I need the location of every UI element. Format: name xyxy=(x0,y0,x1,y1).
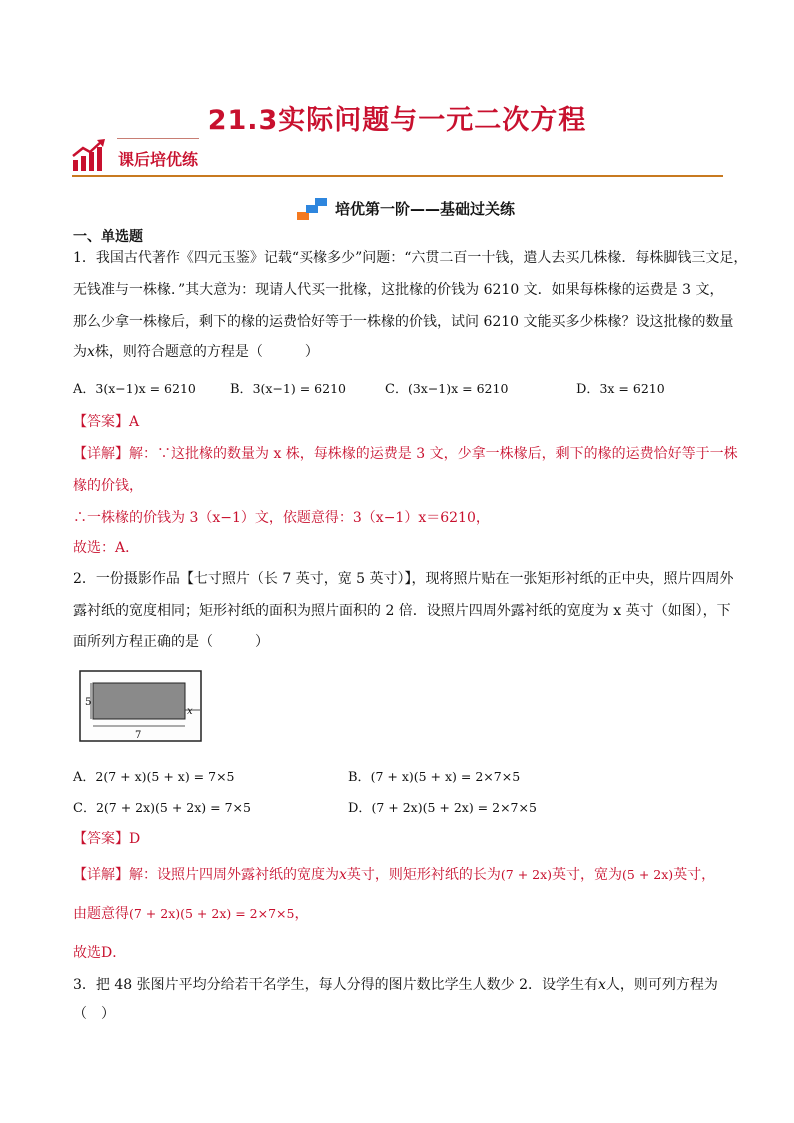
q2-choose: 故选D． xyxy=(73,945,127,961)
q1-option-a: A．3(x−1)x = 6210 xyxy=(73,381,196,397)
photo-mat-figure xyxy=(79,670,202,742)
q1-line2: 无钱准与一株椽．”其大意为：现请人代买一批椽，这批椽的价钱为 6210 文．如果每株椽的运费是 3 文， xyxy=(73,282,724,298)
stage-heading xyxy=(0,196,794,224)
figure-margin-label: x xyxy=(187,706,193,717)
section-title: 一、单选题 xyxy=(73,229,143,245)
q1-option-d: D．3x = 6210 xyxy=(576,381,665,397)
q1-option-b: B．3(x−1) = 6210 xyxy=(230,381,346,397)
q3-line2: （ ） xyxy=(73,1006,115,1022)
q1-detail-line3: ∴一株椽的价钱为 3（x−1）文，依题意得：3（x−1）x＝6210， xyxy=(73,510,490,526)
q1-line3: 那么少拿一株椽后，剩下的椽的运费恰好等于一株椽的价钱，试问 6210 文能买多少株椽？设这批椽的数量 xyxy=(73,314,734,330)
q2-line2: 露衬纸的宽度相同；矩形衬纸的面积为照片面积的 2 倍．设照片四周外露衬纸的宽度为 x 英寸（如图），下 xyxy=(73,603,731,619)
q1-line1: 1．我国古代著作《四元玉鉴》记载“买椽多少”问题：“六贯二百一十钱，遣人去买几株椽．每株脚钱三文足， xyxy=(73,250,748,266)
q2-option-c: C．2(7 + 2x)(5 + 2x) = 7×5 xyxy=(73,800,251,816)
q2-detail-line1: 【详解】解：设照片四周外露衬纸的宽度为x英寸，则矩形衬纸的长为(7 + 2x)英寸，宽为(5 + 2x)英寸， xyxy=(73,867,716,883)
page-title: 21.3实际问题与一元二次方程 xyxy=(207,105,587,136)
bar-chart-icon xyxy=(72,138,108,172)
q2-line1: 2．一份摄影作品【七寸照片（长 7 英寸，宽 5 英寸）】，现将照片贴在一张矩形衬纸的正中央，照片四周外 xyxy=(73,571,734,587)
q2-line3: 面所列方程正确的是（ ） xyxy=(73,634,269,650)
q2-option-d: D．(7 + 2x)(5 + 2x) = 2×7×5 xyxy=(348,800,537,816)
q1-option-c: C．(3x−1)x = 6210 xyxy=(385,381,509,397)
stairs-icon xyxy=(297,196,327,220)
stage-title: 培优第一阶——基础过关练 xyxy=(334,199,515,218)
q1-detail-line2: 椽的价钱， xyxy=(73,478,143,494)
header-top-rule xyxy=(117,138,199,139)
q3-line1: 3．把 48 张图片平均分给若干名学生，每人分得的图片数比学生人数少 2．设学生有x人，则可列方程为 xyxy=(73,977,718,993)
q2-answer: 【答案】D xyxy=(73,831,141,847)
q2-detail-line2: 由题意得(7 + 2x)(5 + 2x) = 2×7×5， xyxy=(73,906,309,922)
q1-answer: 【答案】A xyxy=(73,414,140,430)
q2-option-b: B．(7 + x)(5 + x) = 2×7×5 xyxy=(348,769,521,785)
q1-choose: 故选：A． xyxy=(73,540,140,556)
q1-line4: 为x株，则符合题意的方程是（ ） xyxy=(73,344,319,360)
figure-width-label: 7 xyxy=(135,730,142,741)
q1-detail-line1: 【详解】解：∵这批椽的数量为 x 株，每株椽的运费是 3 文，少拿一株椽后，剩下的椽的运费恰好等于一株 xyxy=(73,446,738,462)
header-rule xyxy=(72,175,723,177)
q2-option-a: A．2(7 + x)(5 + x) = 7×5 xyxy=(73,769,235,785)
section-header-label: 课后培优练 xyxy=(118,150,199,169)
figure-height-label: 5 xyxy=(85,697,92,708)
